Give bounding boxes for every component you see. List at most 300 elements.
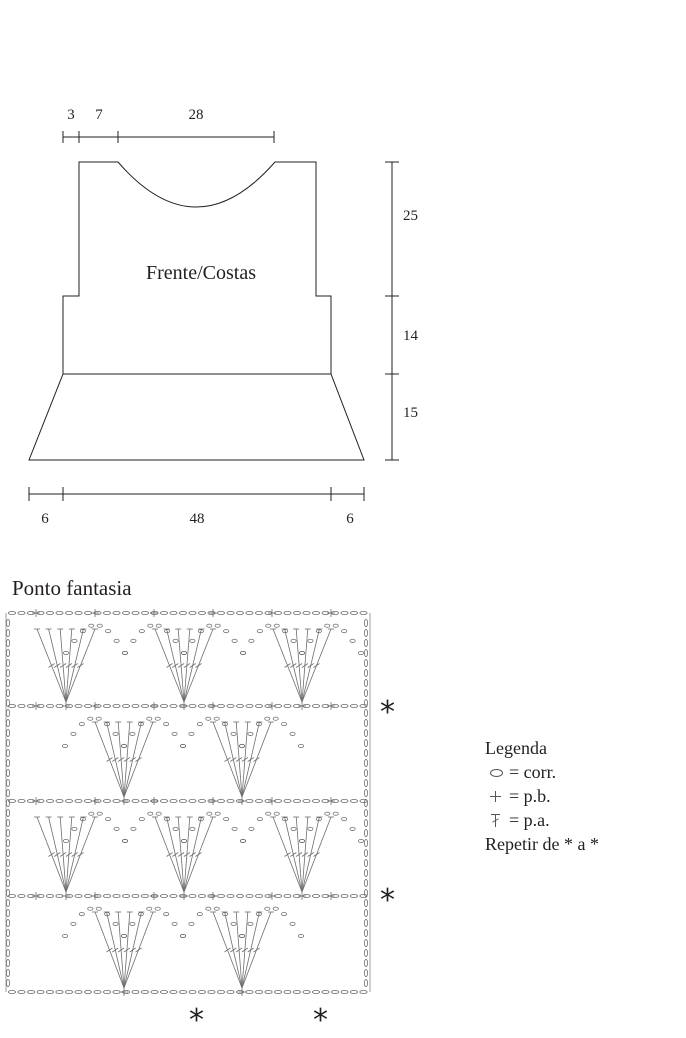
double-crochet-stitch	[254, 758, 260, 762]
chain-stitch	[164, 913, 169, 916]
chain-stitch	[6, 919, 9, 926]
chain-stitch	[249, 639, 254, 642]
dimension-bottom-6-right: 6	[346, 511, 354, 527]
chain-stitch	[114, 827, 119, 830]
chain-stitch	[240, 651, 245, 654]
chain-stitch	[79, 913, 84, 916]
chain-stitch	[236, 611, 243, 614]
dimension-bottom-6-left: 6	[41, 511, 49, 527]
chain-stitch	[303, 611, 310, 614]
chain-stitch	[6, 709, 9, 716]
chain-stitch	[170, 799, 177, 802]
repeat-marker-col-left: *	[189, 1003, 204, 1038]
chain-stitch	[255, 894, 262, 897]
chain-stitch	[364, 769, 367, 776]
chain-stitch	[62, 744, 67, 747]
chain-stitch	[6, 699, 9, 706]
chain-stitch	[160, 704, 167, 707]
chain-stitch	[113, 704, 120, 707]
chain-stitch	[122, 651, 127, 654]
chain-stitch	[364, 789, 367, 796]
chain-stitch	[206, 907, 211, 910]
chain-stitch	[71, 922, 76, 925]
chain-stitch	[63, 839, 68, 842]
chain-stitch	[160, 990, 167, 993]
chain-stitch	[364, 949, 367, 956]
chain-stitch	[6, 889, 9, 896]
chain-stitch	[236, 704, 243, 707]
chain-stitch	[341, 799, 348, 802]
legend-item-chain-text: = corr.	[509, 762, 557, 782]
chain-stitch	[342, 818, 347, 821]
chain-stitch	[312, 799, 319, 802]
chain-stitch	[290, 732, 295, 735]
chain-stitch	[364, 649, 367, 656]
chain-stitch	[364, 869, 367, 876]
chain-stitch	[227, 799, 234, 802]
chain-stitch	[299, 651, 304, 654]
chain-stitch	[6, 639, 9, 646]
chain-stitch	[6, 619, 9, 626]
chain-stitch	[6, 969, 9, 976]
chain-stitch	[88, 717, 93, 720]
chain-stitch	[6, 809, 9, 816]
chain-stitch	[97, 624, 102, 627]
chain-stitch	[65, 611, 72, 614]
legend	[485, 736, 599, 856]
chain-stitch	[298, 934, 303, 937]
chain-stitch	[312, 894, 319, 897]
chain-stitch	[84, 799, 91, 802]
legend-item-double-crochet	[485, 808, 599, 832]
chain-stitch	[341, 894, 348, 897]
chain-stitch	[103, 704, 110, 707]
chain-stitch	[325, 624, 330, 627]
chain-stitch	[239, 744, 244, 747]
chain-stitch	[350, 990, 357, 993]
chain-stitch	[160, 894, 167, 897]
chain-stitch	[6, 979, 9, 986]
dimension-side-14: 14	[403, 328, 418, 344]
chain-stitch	[227, 990, 234, 993]
chain-stitch	[331, 990, 338, 993]
chain-stitch	[170, 990, 177, 993]
chain-stitch	[141, 704, 148, 707]
chain-stitch	[65, 990, 72, 993]
chain-stitch	[360, 990, 367, 993]
chain-stitch	[308, 639, 313, 642]
double-crochet-stitch	[314, 853, 320, 857]
double-crochet-stitch	[107, 758, 113, 762]
chain-stitch	[214, 907, 219, 910]
chain-stitch	[122, 894, 129, 897]
chain-stitch	[364, 859, 367, 866]
dimension-top-3: 3	[67, 107, 75, 123]
chain-stitch	[236, 894, 243, 897]
legend-item-single-crochet-text: = p.b.	[509, 786, 551, 806]
chain-stitch	[364, 919, 367, 926]
dimension-bottom-48: 48	[189, 511, 205, 527]
chain-stitch	[364, 669, 367, 676]
chain-stitch	[97, 812, 102, 815]
chain-stitch	[84, 704, 91, 707]
chain-stitch	[239, 934, 244, 937]
chain-stitch	[18, 704, 25, 707]
dimension-top-7: 7	[95, 107, 103, 123]
chain-stitch	[141, 799, 148, 802]
piece-label: Frente/Costas	[146, 262, 256, 284]
chain-stitch	[8, 990, 15, 993]
chain-stitch	[6, 629, 9, 636]
chain-stitch	[141, 611, 148, 614]
chain-stitch	[79, 723, 84, 726]
chain-stitch	[6, 959, 9, 966]
chain-stitch	[6, 659, 9, 666]
chain-stitch	[84, 894, 91, 897]
chain-stitch	[132, 990, 139, 993]
chain-stitch	[255, 704, 262, 707]
repeat-marker-row-top: *	[380, 695, 395, 730]
chain-stitch	[350, 799, 357, 802]
chain-stitch	[151, 990, 158, 993]
chain-stitch	[364, 979, 367, 986]
chain-stitch	[160, 799, 167, 802]
chain-stitch	[84, 990, 91, 993]
chain-stitch	[246, 990, 253, 993]
chain-stitch	[248, 732, 253, 735]
chain-stitch	[257, 818, 262, 821]
double-crochet-stitch	[136, 948, 142, 952]
chain-stitch	[131, 639, 136, 642]
chain-stitch	[164, 723, 169, 726]
chain-stitch	[249, 827, 254, 830]
chain-stitch	[6, 829, 9, 836]
chain-stitch	[6, 779, 9, 786]
chain-stitch	[37, 990, 44, 993]
legend-repeat-note-text: Repetir de * a *	[485, 834, 599, 854]
chain-stitch	[72, 827, 77, 830]
double-crochet-stitch	[78, 853, 84, 857]
chain-stitch	[364, 819, 367, 826]
chain-stitch	[96, 907, 101, 910]
chain-stitch	[364, 799, 367, 806]
chain-stitch	[132, 704, 139, 707]
chain-stitch	[350, 827, 355, 830]
chain-stitch	[364, 829, 367, 836]
chain-stitch	[103, 990, 110, 993]
chain-stitch	[266, 812, 271, 815]
chain-stitch	[364, 759, 367, 766]
chain-stitch	[189, 894, 196, 897]
chain-stitch	[224, 630, 229, 633]
chain-stitch	[139, 630, 144, 633]
chain-stitch	[274, 990, 281, 993]
chain-stitch	[46, 704, 53, 707]
legend-item-double-crochet-text: = p.a.	[509, 810, 550, 830]
chain-stitch	[113, 799, 120, 802]
repeat-marker-col-right: *	[313, 1003, 328, 1038]
chain-stitch	[265, 907, 270, 910]
chain-stitch	[141, 990, 148, 993]
chain-stitch	[113, 611, 120, 614]
chain-stitch	[360, 611, 367, 614]
chain-stitch	[246, 894, 253, 897]
chain-stitch	[106, 630, 111, 633]
chain-stitch	[6, 729, 9, 736]
chain-stitch	[63, 651, 68, 654]
chain-stitch	[88, 907, 93, 910]
chain-stitch	[46, 799, 53, 802]
chain-stitch	[364, 959, 367, 966]
chain-stitch	[6, 879, 9, 886]
chain-stitch	[364, 929, 367, 936]
chain-stitch	[106, 818, 111, 821]
chain-stitch	[141, 894, 148, 897]
chain-stitch	[248, 922, 253, 925]
chain-stitch	[18, 799, 25, 802]
chain-stitch	[265, 990, 272, 993]
chain-stitch	[364, 739, 367, 746]
chain-stitch	[6, 909, 9, 916]
chain-stitch	[75, 894, 82, 897]
chain-stitch	[189, 799, 196, 802]
chain-stitch	[358, 651, 363, 654]
chain-stitch	[231, 732, 236, 735]
chain-stitch	[132, 799, 139, 802]
chain-stitch	[179, 799, 186, 802]
chain-stitch	[232, 639, 237, 642]
chain-stitch	[227, 611, 234, 614]
chain-stitch	[215, 812, 220, 815]
chain-stitch	[364, 969, 367, 976]
chain-stitch	[113, 990, 120, 993]
chain-stitch	[189, 990, 196, 993]
chain-stitch	[8, 611, 15, 614]
chain-stitch	[147, 717, 152, 720]
chain-stitch	[130, 922, 135, 925]
chain-stitch	[6, 799, 9, 806]
double-crochet-stitch	[225, 758, 231, 762]
chain-stitch	[208, 990, 215, 993]
chain-stitch	[122, 839, 127, 842]
chain-stitch	[198, 990, 205, 993]
chain-stitch	[6, 929, 9, 936]
chain-stitch	[18, 990, 25, 993]
chain-stitch	[6, 849, 9, 856]
dimension-side-25: 25	[403, 208, 418, 224]
chain-stitch	[215, 624, 220, 627]
chain-stitch	[341, 611, 348, 614]
chain-stitch	[156, 624, 161, 627]
chain-stitch	[65, 799, 72, 802]
chain-stitch	[312, 611, 319, 614]
chain-stitch	[364, 839, 367, 846]
chain-stitch	[122, 704, 129, 707]
chain-stitch	[298, 744, 303, 747]
chain-stitch	[364, 849, 367, 856]
stitch-chart-title: Ponto fantasia	[12, 576, 132, 600]
chain-stitch	[147, 907, 152, 910]
chain-stitch	[322, 990, 329, 993]
chain-stitch	[113, 922, 118, 925]
chain-stitch	[364, 909, 367, 916]
chain-stitch	[325, 812, 330, 815]
chain-stitch	[56, 611, 63, 614]
chain-stitch	[364, 619, 367, 626]
legend-item-single-crochet	[485, 784, 599, 808]
chain-stitch	[72, 639, 77, 642]
chain-stitch	[303, 799, 310, 802]
chain-stitch	[265, 717, 270, 720]
chain-stitch	[6, 839, 9, 846]
chain-stitch	[156, 812, 161, 815]
chain-stitch	[113, 732, 118, 735]
chain-stitch	[231, 922, 236, 925]
chain-stitch	[198, 611, 205, 614]
chain-stitch	[198, 799, 205, 802]
chain-stitch	[6, 819, 9, 826]
chain-stitch	[350, 704, 357, 707]
chain-stitch	[364, 729, 367, 736]
double-crochet-stitch	[49, 853, 55, 857]
chain-stitch	[312, 990, 319, 993]
chain-stitch	[197, 723, 202, 726]
chain-stitch	[217, 704, 224, 707]
chain-stitch	[46, 894, 53, 897]
chain-stitch	[75, 704, 82, 707]
double-crochet-stitch	[196, 853, 202, 857]
chain-stitch	[6, 679, 9, 686]
chain-stitch	[214, 717, 219, 720]
chain-stitch	[364, 689, 367, 696]
chain-stitch	[299, 839, 304, 842]
chain-stitch	[350, 894, 357, 897]
chain-stitch	[364, 659, 367, 666]
chain-stitch	[284, 894, 291, 897]
chain-stitch	[6, 769, 9, 776]
legend-title	[485, 736, 599, 760]
chain-stitch	[172, 732, 177, 735]
chain-stitch	[6, 899, 9, 906]
chain-stitch	[155, 717, 160, 720]
chain-stitch	[71, 732, 76, 735]
chain-stitch	[89, 624, 94, 627]
chain-stitch	[255, 990, 262, 993]
chain-stitch	[103, 611, 110, 614]
chain-stitch	[113, 894, 120, 897]
chain-stitch	[333, 812, 338, 815]
chain-stitch	[27, 990, 34, 993]
chain-stitch	[293, 990, 300, 993]
dimension-side-15: 15	[403, 405, 418, 421]
chain-stitch	[6, 949, 9, 956]
chain-stitch	[139, 818, 144, 821]
chain-stitch	[217, 799, 224, 802]
chain-stitch	[360, 799, 367, 802]
chain-stitch	[160, 611, 167, 614]
dimension-top-28: 28	[188, 107, 204, 123]
chain-stitch	[180, 934, 185, 937]
chain-stitch	[364, 899, 367, 906]
double-crochet-stitch	[254, 948, 260, 952]
chain-stitch	[291, 827, 296, 830]
chain-stitch	[170, 894, 177, 897]
chain-stitch	[6, 719, 9, 726]
chain-stitch	[75, 611, 82, 614]
chain-stitch	[170, 611, 177, 614]
chain-stitch	[172, 922, 177, 925]
chain-stitch	[148, 812, 153, 815]
chain-stitch	[364, 749, 367, 756]
chain-stitch	[364, 679, 367, 686]
chain-stitch	[18, 611, 25, 614]
chain-stitch	[207, 624, 212, 627]
chain-stitch	[341, 704, 348, 707]
chain-stitch	[282, 723, 287, 726]
chain-stitch	[308, 827, 313, 830]
chain-stitch	[190, 827, 195, 830]
chain-stitch	[224, 818, 229, 821]
chain-stitch	[255, 799, 262, 802]
chain-stitch	[284, 799, 291, 802]
chain-stitch	[341, 990, 348, 993]
chain-stitch	[217, 990, 224, 993]
repeat-marker-row-bottom: *	[380, 883, 395, 918]
chain-stitch	[291, 639, 296, 642]
chain-stitch	[56, 990, 63, 993]
chain-stitch	[6, 739, 9, 746]
double-crochet-stitch	[285, 853, 291, 857]
double-crochet-stitch	[167, 853, 173, 857]
chain-stitch	[246, 611, 253, 614]
chain-stitch	[132, 894, 139, 897]
chain-stitch	[274, 624, 279, 627]
double-crochet-stitch	[285, 664, 291, 668]
chain-stitch	[6, 759, 9, 766]
chain-stitch	[255, 611, 262, 614]
chain-stitch	[350, 611, 357, 614]
chain-stitch	[273, 907, 278, 910]
double-crochet-stitch	[196, 664, 202, 668]
chain-stitch	[282, 913, 287, 916]
chain-stitch	[6, 789, 9, 796]
chain-stitch	[121, 934, 126, 937]
chain-stitch	[179, 990, 186, 993]
chain-stitch	[206, 717, 211, 720]
chain-stitch	[246, 704, 253, 707]
chain-stitch	[364, 809, 367, 816]
chain-oval-icon	[485, 763, 507, 781]
chain-stitch	[227, 704, 234, 707]
chain-stitch	[197, 913, 202, 916]
chain-stitch	[170, 704, 177, 707]
chain-stitch	[364, 779, 367, 786]
chain-stitch	[364, 719, 367, 726]
chain-stitch	[273, 717, 278, 720]
chain-stitch	[131, 827, 136, 830]
chain-stitch	[360, 704, 367, 707]
chain-stitch	[333, 624, 338, 627]
chain-stitch	[342, 630, 347, 633]
chain-stitch	[114, 639, 119, 642]
chain-stitch	[6, 689, 9, 696]
chain-stitch	[173, 639, 178, 642]
chain-stitch	[274, 812, 279, 815]
chain-stitch	[257, 630, 262, 633]
chain-stitch	[217, 611, 224, 614]
chain-stitch	[6, 669, 9, 676]
chain-stitch	[103, 894, 110, 897]
